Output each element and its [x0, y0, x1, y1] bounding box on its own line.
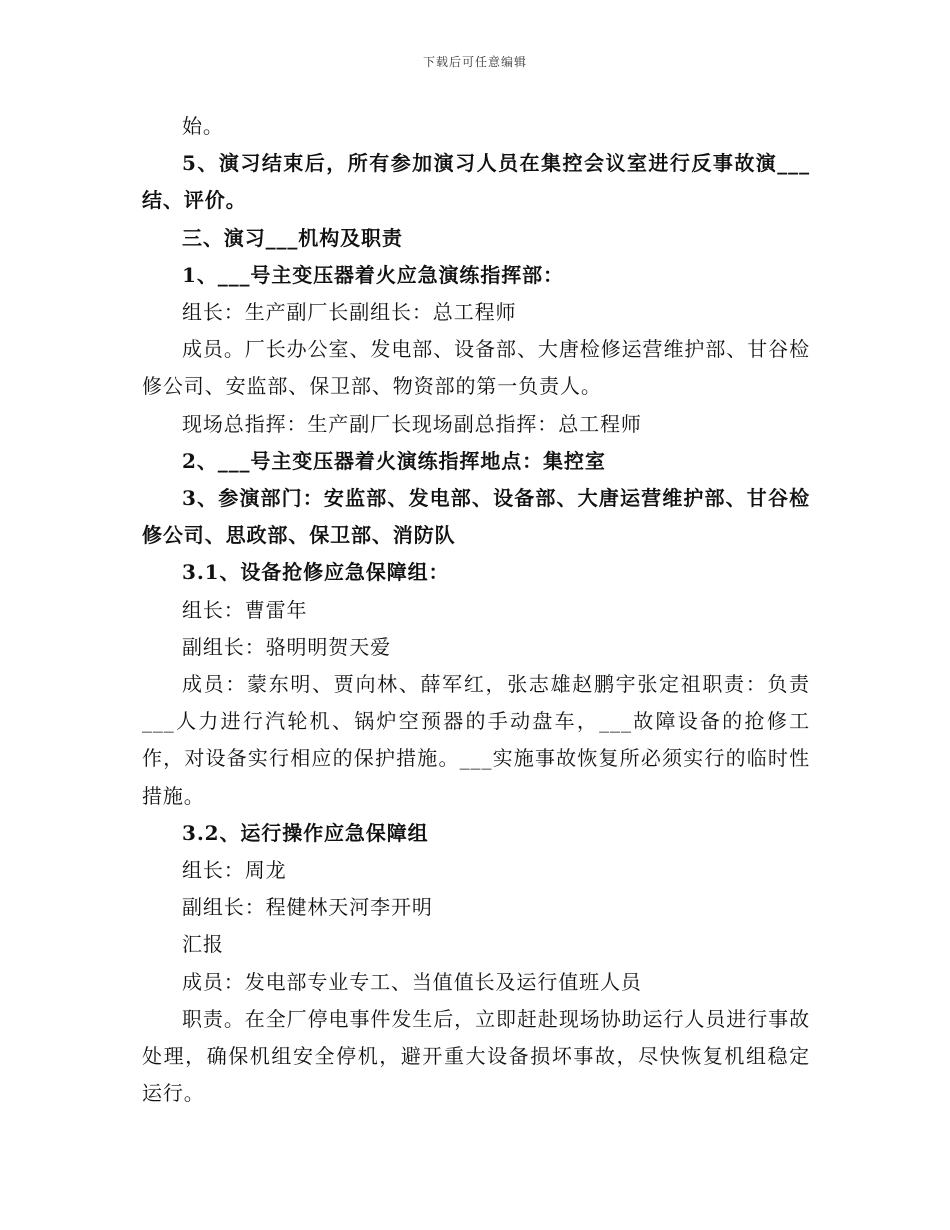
page-header-watermark: 下载后可任意编辑 [422, 55, 527, 69]
subheading-3: 3、参演部门：安监部、发电部、设备部、大唐运营维护部、甘谷检修公司、思政部、保卫部、消防队 [142, 486, 810, 548]
paragraph: 始。 [182, 114, 224, 138]
subheading-1: 1、___号主变压器着火应急演练指挥部： [182, 262, 564, 287]
paragraph: 职责。在全厂停电事件发生后，立即赶赴现场协助运行人员进行事故处理，确保机组安全停机，避开重大设备损坏事故，尽快恢复机组稳定运行。 [142, 1006, 810, 1106]
paragraph: 成员：发电部专业专工、当值值长及运行值班人员 [182, 969, 642, 994]
subheading-3-1: 3.1、设备抢修应急保障组： [182, 560, 450, 585]
paragraph-item-5: 5、演习结束后，所有参加演习人员在集控会议室进行反事故演___结、评价。 [142, 151, 810, 213]
section-heading-3: 三、演习___机构及职责 [182, 225, 403, 250]
paragraph: 组长：周龙 [182, 858, 287, 883]
subheading-2: 2、___号主变压器着火演练指挥地点：集控室 [182, 448, 606, 473]
paragraph: 副组长：程健林天河李开明 [182, 895, 433, 920]
paragraph: 组长：生产副厂长副组长：总工程师 [182, 300, 517, 325]
paragraph: 汇报 [182, 932, 224, 957]
paragraph: 成员。厂长办公室、发电部、设备部、大唐检修运营维护部、甘谷检修公司、安监部、保卫部、物资部的第一负责人。 [142, 337, 810, 399]
subheading-3-2: 3.2、运行操作应急保障组 [182, 820, 429, 845]
paragraph: 组长：曹雷年 [182, 597, 308, 622]
paragraph: 现场总指挥：生产副厂长现场副总指挥：总工程师 [182, 411, 642, 436]
paragraph: 副组长：骆明明贺天爱 [182, 634, 391, 659]
paragraph: 成员：蒙东明、贾向林、薛军红，张志雄赵鹏宇张定祖职责：负责___人力进行汽轮机、锅炉空预器的手动盘车，___故障设备的抢修工作，对设备实行相应的保护措施。___实施事故恢复所必须实行的临时性措施。 [142, 672, 810, 808]
document-body [142, 108, 810, 1112]
